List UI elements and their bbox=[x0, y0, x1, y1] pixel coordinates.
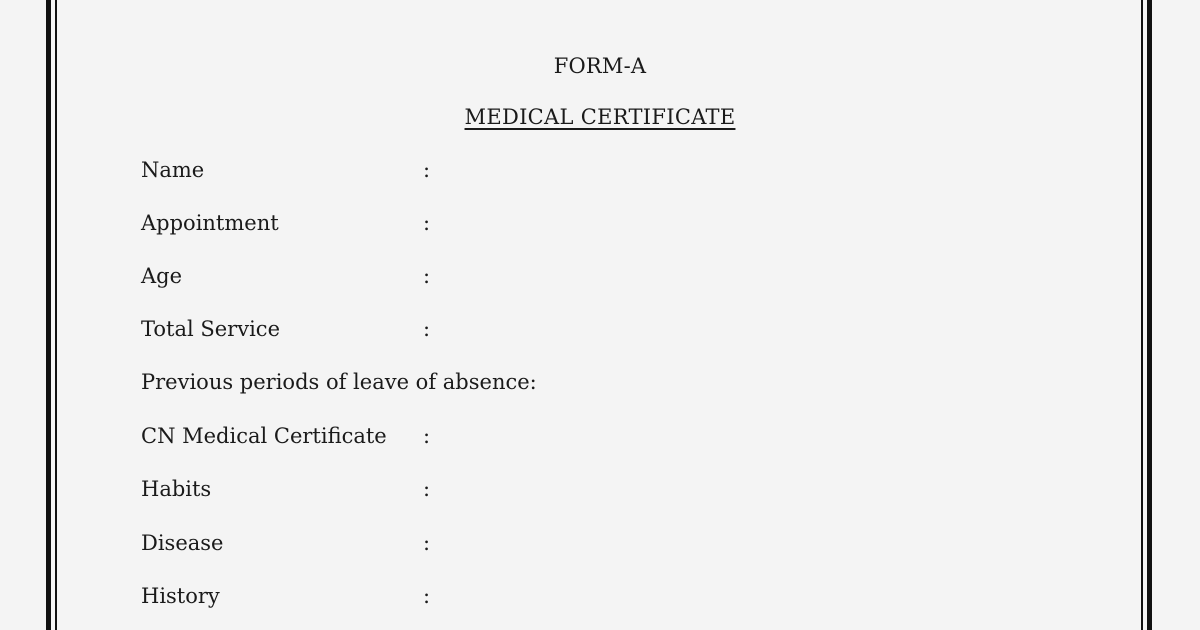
left-border-outer bbox=[46, 0, 51, 630]
document-page bbox=[57, 0, 1141, 630]
field-label: Previous periods of leave of absence: bbox=[141, 370, 537, 394]
field-separator: : bbox=[423, 158, 431, 182]
field-separator: : bbox=[423, 584, 431, 608]
field-separator: : bbox=[423, 264, 431, 288]
form-title: MEDICAL CERTIFICATE bbox=[464, 105, 736, 129]
field-label: Age bbox=[141, 264, 183, 288]
field-label: Disease bbox=[141, 531, 224, 555]
field-separator: : bbox=[423, 317, 431, 341]
field-separator: : bbox=[423, 531, 431, 555]
field-separator: : bbox=[423, 424, 431, 448]
field-label: Total Service bbox=[141, 317, 280, 341]
field-label: Appointment bbox=[141, 211, 279, 235]
form-code: FORM-A bbox=[553, 54, 647, 78]
field-label: Habits bbox=[141, 477, 212, 501]
right-border-outer bbox=[1147, 0, 1152, 630]
field-separator: : bbox=[423, 477, 431, 501]
field-separator: : bbox=[423, 211, 431, 235]
field-label: History bbox=[141, 584, 220, 608]
field-label: CN Medical Certificate bbox=[141, 424, 387, 448]
right-border-inner bbox=[1141, 0, 1143, 630]
field-label: Name bbox=[141, 158, 205, 182]
form-title-wrapper bbox=[57, 105, 1143, 129]
